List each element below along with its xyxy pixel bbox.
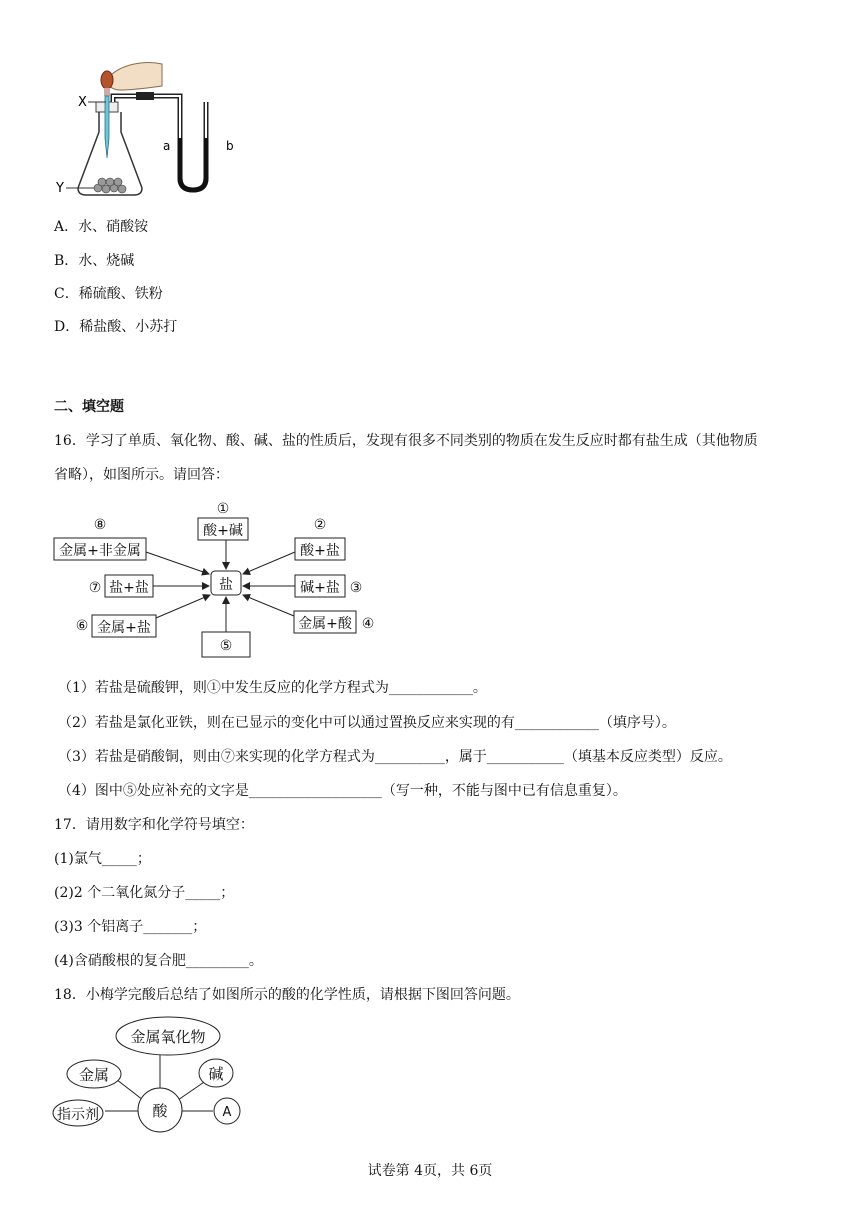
delivery-tube [113,96,206,190]
solid-granules [94,178,126,193]
label-metal-oxide: 金属氧化物 [130,1028,206,1046]
salt-reaction-diagram [50,498,390,663]
label-indicator: 指示剂 [57,1107,99,1123]
label-acid: 酸 [152,1102,168,1120]
num-7: ⑦ [88,580,102,596]
option-c: C．稀硫酸、铁粉 [54,286,163,302]
box-3: 碱+盐 [300,580,340,596]
label-y: Y [56,181,64,196]
label-metal: 金属 [78,1066,110,1084]
q17-stem: 17．请用数字和化学符号填空： [54,817,254,833]
num-3: ③ [349,580,363,596]
num-8: ⑧ [93,517,107,533]
q18-stem: 18．小梅学完酸后总结了如图所示的酸的化学性质，请根据下图回答问题。 [54,987,520,1003]
num-4: ④ [361,616,375,632]
page-footer: 试卷第 4页，共 6页 [367,1163,493,1179]
num-6: ⑥ [75,618,89,634]
label-a: a [163,139,171,153]
dropper-bulb [101,71,113,89]
q17-sub4: (4)含硝酸根的复合肥_________。 [54,953,263,969]
apparatus-figure [50,50,260,205]
q17-sub3: (3)3 个铝离子_______； [54,919,207,935]
box-6: 金属+盐 [97,620,151,636]
section-title: 二、填空题 [54,399,124,415]
q16-sub1: （1）若盐是硫酸钾，则①中发生反应的化学方程式为____________。 [58,680,487,696]
box-7: 盐+盐 [109,580,149,596]
q16-sub4: （4）图中⑤处应补充的文字是___________________（写一种，不能与图中已有信息重复）。 [58,783,627,799]
hand-icon [108,63,162,90]
option-a: A．水、硝酸铵 [54,219,149,235]
q16-stem-line1: 16．学习了单质、氧化物、酸、碱、盐的性质后，发现有很多不同类别的物质在发生反应时都有盐生成（其他物质 [54,433,758,449]
num-5: ⑤ [219,638,233,654]
label-b: b [226,139,234,153]
label-base: 碱 [208,1065,224,1083]
option-b: B．水、烧碱 [54,253,135,269]
box-1: 酸+碱 [203,523,243,539]
q17-sub2: (2)2 个二氧化氮分子_____； [54,885,235,901]
acid-property-diagram [50,1014,250,1136]
num-1: ① [216,501,230,517]
box-2: 酸+盐 [300,543,340,559]
option-d: D．稀盐酸、小苏打 [54,319,178,335]
q16-stem-line2: 省略），如图所示。请回答： [54,467,229,483]
label-x: X [78,95,87,110]
label-a-node: A [222,1105,232,1120]
q16-sub3: （3）若盐是硝酸铜，则由⑦来实现的化学方程式为__________，属于___________（填基本反应类型）反应。 [58,749,732,765]
center-label: 盐 [219,577,233,593]
q17-sub1: (1)氯气_____； [54,851,151,867]
box-4: 金属+酸 [298,616,352,632]
num-2: ② [313,517,327,533]
box-8: 金属+非金属 [59,543,141,559]
q16-sub2: （2）若盐是氯化亚铁，则在已显示的变化中可以通过置换反应来实现的有____________（填序号）。 [58,715,676,731]
